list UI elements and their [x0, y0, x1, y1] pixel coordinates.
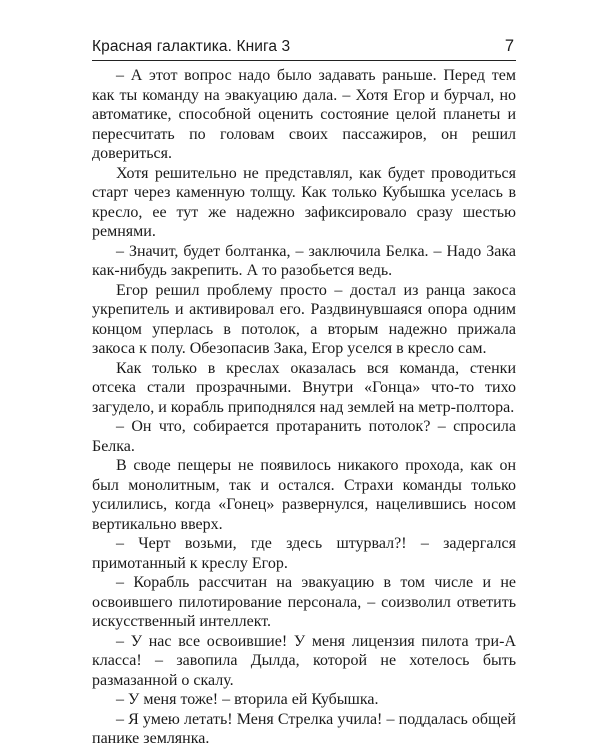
body-text: [92, 66, 516, 749]
paragraph: Егор решил проблему просто – достал из ранца закоса укрепитель и активировал его. Раздвинувшаяся опора одним концом уперлась в потолок, а вторым надежно прижала закоса к полу. Обезопасив Зака, Егор уселся в кресло сам.: [92, 281, 516, 357]
paragraph: – Корабль рассчитан на эвакуацию в том числе и не освоившего пилотирование персонала, – соизволил ответить искусственный интеллект.: [92, 574, 516, 630]
paragraph: – Черт возьми, где здесь штурвал?! – задергался примотанный к креслу Егор.: [92, 535, 516, 572]
paragraph: В своде пещеры не появилось никакого прохода, как он был монолитным, так и остался. Страхи команды только усилились, когда «Гонец» развернулся, нацелившись носом вертикально вверх.: [92, 457, 516, 533]
paragraph: – У нас все освоившие! У меня лицензия пилота три-А класса! – завопила Дылда, которой не хотелось быть размазанной о скалу.: [92, 632, 516, 689]
paragraph: – Он что, собирается протаранить потолок? – спросила Белка.: [92, 418, 516, 455]
header-title: Красная галактика. Книга 3: [92, 38, 291, 55]
paragraph: – У меня тоже! – вторила ей Кубышка.: [116, 691, 379, 708]
paragraph: Хотя решительно не представлял, как будет проводиться старт через каменную толщу. Как только Кубышка уселась в кресло, ее тут же надежно зафиксировало сразу шестью ремнями.: [92, 164, 516, 240]
running-header: [92, 38, 516, 61]
paragraph: Как только в креслах оказалась вся команда, стенки отсека стали прозрачными. Внутри «Гонца» что-то тихо загудело, и корабль приподнялся над землей на метр-полтора.: [92, 359, 516, 416]
paragraph: – Значит, будет болтанка, – заключила Белка. – Надо Зака как-нибудь закрепить. А то разобьется ведь.: [92, 242, 516, 279]
paragraph: – А этот вопрос надо было задавать раньше. Перед тем как ты команду на эвакуацию дала. – Хотя Егор и бурчал, но автоматике, способной оценить состояние целой планеты и пересчитать по головам своих пассажиров, он решил довериться.: [92, 67, 516, 162]
page-number: 7: [504, 37, 514, 55]
paragraph: – Я умею летать! Меня Стрелка учила! – поддалась общей панике землянка.: [92, 710, 516, 747]
